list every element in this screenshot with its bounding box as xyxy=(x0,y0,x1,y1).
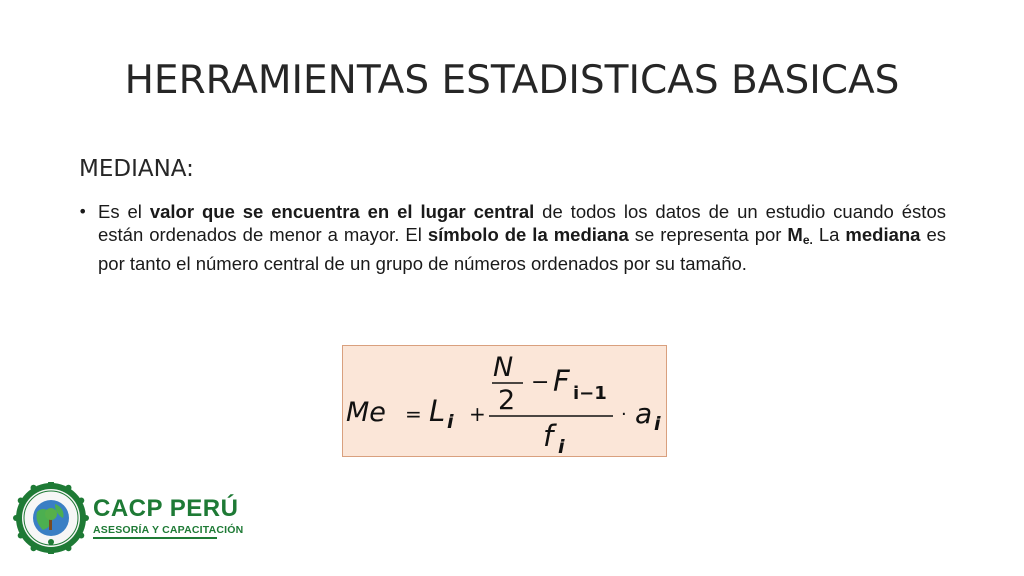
section-heading: MEDIANA: xyxy=(79,156,194,182)
logo-name: CACP PERÚ xyxy=(93,495,239,522)
formula-N: N xyxy=(493,352,514,383)
logo-divider xyxy=(93,537,217,539)
formula-graphic xyxy=(343,346,668,458)
formula-F-sub: i−1 xyxy=(573,383,607,404)
formula-L: L xyxy=(429,394,446,428)
bullet-segment: Es el xyxy=(98,201,150,222)
slide-title: HERRAMIENTAS ESTADISTICAS BASICAS xyxy=(124,58,900,103)
bullet-segment: La xyxy=(812,224,846,245)
formula-a-sub: i xyxy=(654,413,661,435)
formula-minus: − xyxy=(531,370,550,395)
formula-plus: + xyxy=(469,402,486,426)
formula-f-sub: i xyxy=(558,436,565,458)
bullet-segment: M xyxy=(787,224,803,245)
bullet-segment: es por tanto el número central de un grupo de números ordenados por su tamaño. xyxy=(98,224,946,274)
bullet-segment: valor que se encuentra en el lugar central xyxy=(149,201,535,222)
median-formula xyxy=(342,345,667,457)
formula-F: F xyxy=(553,364,570,398)
bullet-segment: e. xyxy=(802,233,813,247)
bullet-item xyxy=(78,200,946,275)
formula-dot: · xyxy=(621,404,627,425)
formula-L-sub: i xyxy=(447,411,454,433)
bullet-paragraph xyxy=(98,200,946,275)
bullet-segment: mediana xyxy=(845,224,921,245)
logo-tagline: ASESORÍA Y CAPACITACIÓN xyxy=(93,524,244,536)
seal-icon xyxy=(13,482,93,554)
bullet-marker: • xyxy=(78,202,88,221)
formula-a: a xyxy=(635,397,653,430)
formula-lhs: Me xyxy=(346,397,386,428)
formula-two: 2 xyxy=(498,385,516,416)
bullet-segment: de todos los datos de un estudio cuando éstos están ordenados de menor a mayor. El xyxy=(98,201,946,245)
formula-equals: = xyxy=(405,402,422,426)
bullet-segment: símbolo de la mediana xyxy=(427,224,629,245)
bullet-segment: se representa por xyxy=(628,224,788,245)
formula-f: f xyxy=(543,419,554,453)
